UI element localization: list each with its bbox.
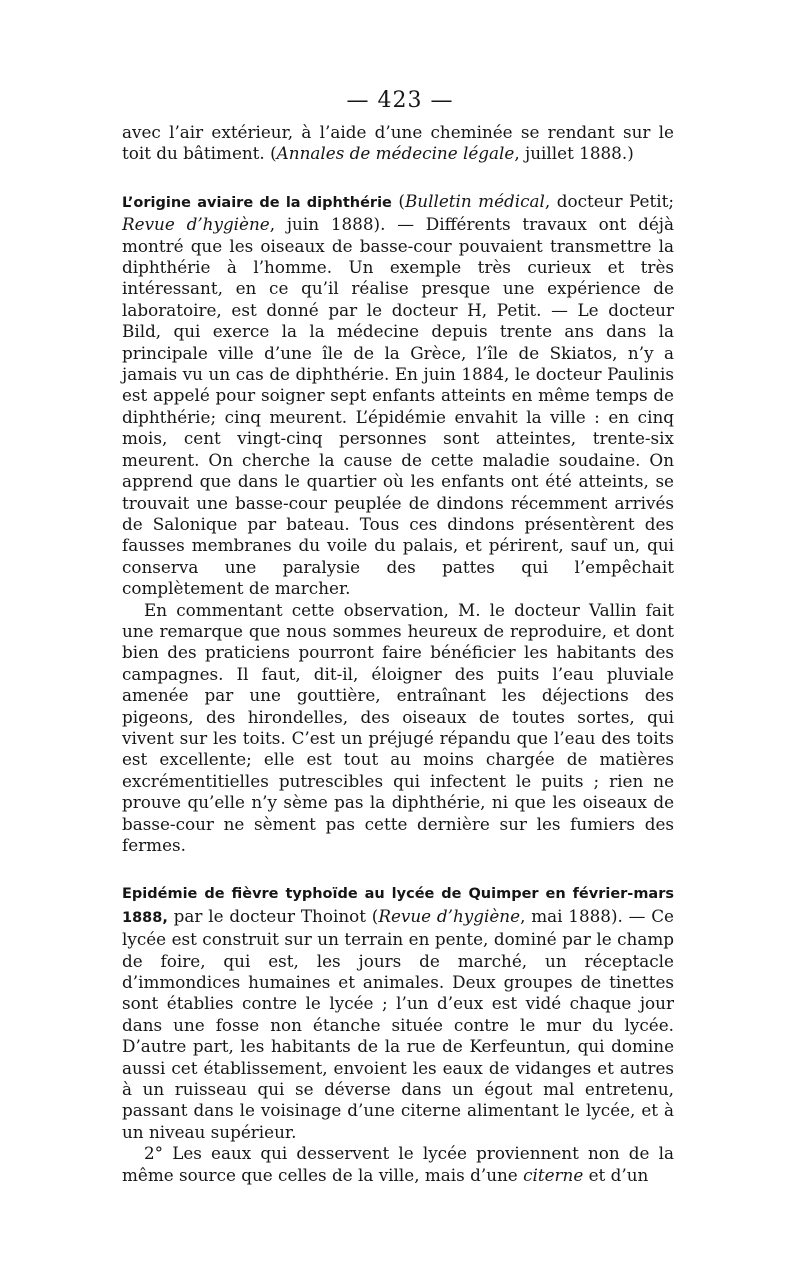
text-run: , juillet 1888.) xyxy=(514,143,634,164)
italic-citation: Revue d’hygiène xyxy=(378,905,521,926)
text-run: , docteur Petit; xyxy=(544,190,674,211)
text-run: et d’un xyxy=(583,1164,649,1185)
italic-citation: Annales de médecine légale xyxy=(276,143,515,164)
paragraph-p3 xyxy=(122,600,674,857)
text-run: ( xyxy=(391,190,405,211)
text-run: , mai 1888). — Ce lycée est construit sur un terrain en pente, dominé par le champ de foire, qui est, les jours de marché, un réceptacle d’immondices humaines et animales. Deux groupes de tinettes sont établies contre le lycée ; l’un d’eux est vidé chaque jour dans une fosse non étanche située contre le mur du lycée. D’autre part, les habitants de la rue de Kerfeuntun, qui domine aussi cet établissement, envoient les eaux de vidanges et autres à un ruisseau qui se déverse dans un égout mal entretenu, passant dans le voisinage d’une citerne alimentant le lycée, et à un niveau supérieur. xyxy=(122,905,674,1142)
section-heading: Epidémie de fièvre typhoïde au lycée de Quimper en février-mars 1888, xyxy=(122,886,674,926)
italic-citation: Bulletin médical xyxy=(404,190,545,211)
section-heading: L’origine aviaire de la diphthérie xyxy=(122,194,392,211)
italic-citation: citerne xyxy=(523,1164,584,1185)
text-run: par le docteur Thoinot ( xyxy=(167,905,379,926)
paragraph-p4 xyxy=(122,882,674,1143)
text-run: 2° Les eaux qui desservent le lycée proviennent non de la même source que celles de la ville, mais d’une xyxy=(122,1143,674,1185)
text-run: , juin 1888). — Différents travaux ont déjà montré que les oiseaux de basse-cour pouvaient transmettre la diphthérie à l’homme. Un exemple très curieux et très intéressant, en ce qu’il réalise presque une expérience de laboratoire, est donné par le docteur H, Petit. — Le docteur Bild, qui exerce la la médecine depuis trente ans dans la principale ville d’une île de la Grèce, l’île de Skiatos, n’y a jamais vu un cas de diphthérie. En juin 1884, le docteur Paulinis est appelé pour soigner sept enfants atteints en même temps de diphthérie; cinq meurent. L’épidémie envahit la ville : en cinq mois, cent vingt-cinq personnes sont atteintes, trente-six meurent. On cherche la cause de cette maladie soudaine. On apprend que dans le quartier où les enfants ont été atteints, se trouvait une basse-cour peuplée de dindons récemment arrivés de Salonique par bateau. Tous ces dindons présentèrent des fausses membranes du voile du palais, et périrent, sauf un, qui conserva une paralysie des pattes qui l’empêchait complètement de marcher. xyxy=(122,214,675,599)
italic-citation: Revue d’hygiène xyxy=(122,214,270,235)
paragraph-p2 xyxy=(122,191,674,600)
body-text xyxy=(122,122,674,1186)
paragraph-p1 xyxy=(122,122,674,165)
page-number: — 423 — xyxy=(346,88,454,113)
paragraph-p5 xyxy=(122,1143,674,1186)
text-run: En commentant cette observation, M. le docteur Vallin fait une remarque que nous sommes heureux de reproduire, et dont bien des praticiens pourront faire bénéficier les habitants des campagnes. Il faut, dit-il, éloigner des puits l’eau pluviale amenée par une gouttière, entraînant les déjections des pigeons, des hirondelles, des oiseaux de toutes sortes, qui vivent sur les toits. C’est un préjugé répandu que l’eau des toits est excellente; elle est tout au moins chargée de matières excrémentitielles putrescibles qui infectent le puits ; rien ne prouve qu’elle n’y sème pas la diphthérie, ni que les oiseaux de basse-cour ne sèment pas cette dernière sur les fumiers des fermes. xyxy=(122,599,674,855)
text-run: avec l’air extérieur, à l’aide d’une cheminée se rendant sur le toit du bâtiment. ( xyxy=(122,122,674,164)
